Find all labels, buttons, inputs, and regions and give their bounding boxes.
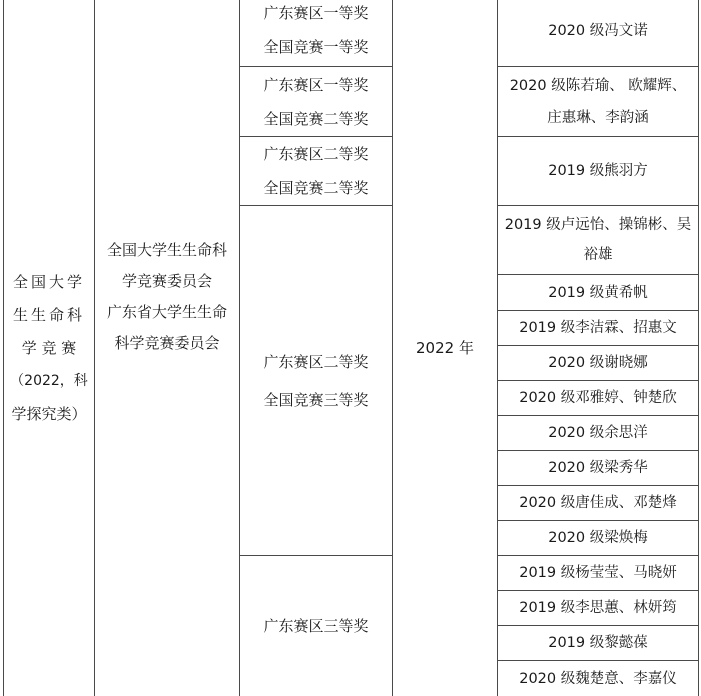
award-line: 广东赛区二等奖 xyxy=(263,145,369,163)
winner-line: 2020 级唐佳成、邓楚烽 xyxy=(519,495,677,511)
organizer-line: 广东省大学生生命 xyxy=(106,303,227,321)
award-cell xyxy=(240,67,392,136)
year-cell xyxy=(393,0,497,696)
winner-cell xyxy=(498,626,698,660)
competition-name-line: 全国大学 xyxy=(12,272,85,291)
organizer-cell xyxy=(95,0,239,696)
winner-line: 2020 级陈若瑜、 欧耀辉、 xyxy=(509,77,687,94)
award-cell xyxy=(240,0,392,66)
winner-line: 2020 级谢晓娜 xyxy=(548,355,648,371)
competition-name-line: （2022，科 xyxy=(10,372,88,389)
organizer-line: 学竞赛委员会 xyxy=(121,272,212,290)
winner-cell xyxy=(498,0,698,66)
year-label: 2022 年 xyxy=(416,339,474,357)
award-line: 广东赛区三等奖 xyxy=(263,617,369,635)
winner-line: 2020 级梁秀华 xyxy=(548,460,648,476)
winner-cell xyxy=(498,311,698,345)
award-cell xyxy=(240,137,392,205)
winner-line: 2020 级梁焕梅 xyxy=(548,530,648,546)
winner-cell xyxy=(498,591,698,625)
table-border-right xyxy=(698,0,699,696)
winner-cell xyxy=(498,451,698,485)
award-cell xyxy=(240,556,392,696)
award-line: 全国竞赛二等奖 xyxy=(263,179,369,197)
award-line: 全国竞赛一等奖 xyxy=(263,38,369,56)
winner-cell xyxy=(498,346,698,380)
organizer-line: 科学竞赛委员会 xyxy=(114,334,220,352)
winner-cell xyxy=(498,137,698,205)
winner-line: 2019 级杨莹莹、马晓妍 xyxy=(519,565,677,581)
award-line: 广东赛区二等奖 xyxy=(263,352,369,371)
winner-line: 2020 级余思洋 xyxy=(548,425,648,441)
winner-cell xyxy=(498,661,698,696)
winner-cell xyxy=(498,381,698,415)
winner-cell xyxy=(498,67,698,136)
winner-cell xyxy=(498,521,698,555)
winner-line: 2019 级黄希帆 xyxy=(548,284,648,301)
winner-line: 裕雄 xyxy=(583,247,613,263)
winner-cell xyxy=(498,416,698,450)
winner-line: 2019 级熊羽方 xyxy=(548,163,648,179)
winner-line: 2019 级李思蕙、林妍筠 xyxy=(519,600,677,616)
winner-line: 2019 级李洁霖、招惠文 xyxy=(519,320,677,336)
organizer-line: 全国大学生生命科 xyxy=(106,241,227,259)
winner-cell xyxy=(498,486,698,520)
winner-cell xyxy=(498,275,698,310)
competition-name-line: 学探究类） xyxy=(11,404,87,423)
winner-cell xyxy=(498,556,698,590)
competition-name-line: 生生命科 xyxy=(12,305,85,324)
winner-line: 2020 级冯文诺 xyxy=(548,23,648,39)
winner-line: 2020 级邓雅婷、钟楚欣 xyxy=(519,390,677,406)
competition-name-cell xyxy=(4,0,94,696)
winner-line: 庄惠琳、李韵涵 xyxy=(547,109,649,126)
winner-line: 2019 级卢远怡、操锦彬、吴 xyxy=(504,217,692,233)
award-line: 全国竞赛二等奖 xyxy=(263,109,369,128)
award-line: 全国竞赛三等奖 xyxy=(263,390,369,409)
winner-line: 2020 级魏楚意、李嘉仪 xyxy=(519,670,677,687)
award-line: 广东赛区一等奖 xyxy=(263,75,369,94)
award-cell xyxy=(240,206,392,555)
award-line: 广东赛区一等奖 xyxy=(263,4,369,22)
winner-cell xyxy=(498,206,698,274)
winner-line: 2019 级黎懿葆 xyxy=(548,635,648,651)
competition-name-line: 学 竞 赛 xyxy=(21,338,77,357)
